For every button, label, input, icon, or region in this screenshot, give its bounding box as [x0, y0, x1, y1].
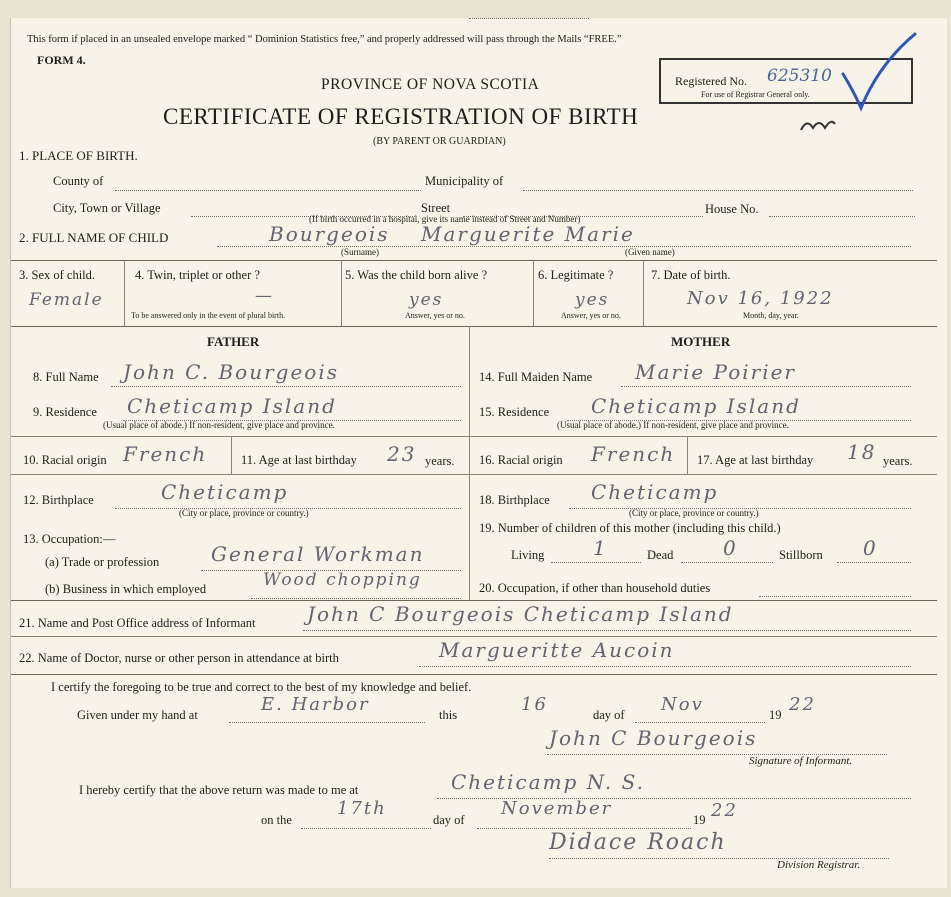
father-name-value: John C. Bourgeois	[123, 360, 340, 384]
surname-caption: (Surname)	[341, 247, 379, 257]
father-racial-divider	[231, 436, 232, 474]
given-day-line	[469, 18, 589, 19]
doctor-value: Margueritte Aucoin	[439, 638, 675, 662]
municipality-label: Municipality of	[425, 174, 504, 188]
father-racial-bottom-rule	[11, 474, 469, 475]
stillborn-label: Stillborn	[779, 548, 823, 562]
registered-number: 625310	[767, 66, 832, 86]
this-label: this	[439, 708, 458, 722]
mother-racial-bottom-rule	[469, 474, 937, 475]
father-residence-value: Cheticamp Island	[127, 394, 337, 418]
legitimate-note: Answer, yes or no.	[561, 311, 621, 320]
mail-notice: This form if placed in an unsealed envelope marked “ Dominion Statistics free,” and properly addressed will pass through the Mails “FREE.”	[27, 34, 622, 45]
informant-top-rule	[11, 600, 937, 601]
given-place-value: E. Harbor	[261, 694, 370, 715]
registered-label: Registered No.	[675, 74, 747, 88]
date-of-birth-label: 7. Date of birth.	[651, 268, 731, 282]
father-birthplace-note: (City or place, province or country.)	[179, 508, 309, 518]
division-registrar-caption: Division Registrar.	[777, 859, 861, 871]
mother-birthplace-value: Cheticamp	[591, 480, 719, 504]
alive-note: Answer, yes or no.	[405, 311, 465, 320]
given-place-line	[229, 722, 425, 723]
legitimate-label: 6. Legitimate ?	[538, 268, 614, 282]
father-racial-value: French	[123, 442, 208, 466]
certificate-sheet	[10, 18, 947, 888]
certificate-subtitle: (BY PARENT OR GUARDIAN)	[373, 136, 506, 147]
registrar-year-prefix: 19	[693, 813, 706, 827]
county-label: County of	[53, 174, 104, 188]
place-of-birth-label: 1. PLACE OF BIRTH.	[19, 148, 138, 163]
father-residence-note: (Usual place of abode.) If non-resident, give place and province.	[103, 420, 335, 430]
ink-scribble	[797, 114, 837, 138]
mother-name-value: Marie Poirier	[635, 360, 796, 384]
informant-signature-caption: Signature of Informant.	[749, 755, 853, 767]
province-heading: PROVINCE OF NOVA SCOTIA	[321, 76, 540, 93]
row3-bottom-rule	[11, 326, 937, 327]
alive-value: yes	[409, 290, 444, 310]
form-number: FORM 4.	[37, 53, 86, 67]
living-line	[551, 562, 641, 563]
mother-residence-note: (Usual place of abode.) If non-resident, give place and province.	[557, 420, 789, 430]
date-note: Month, day, year.	[743, 311, 799, 320]
living-value: 1	[593, 536, 608, 560]
trade-label: (a) Trade or profession	[45, 555, 160, 569]
row3-divider-4	[643, 260, 644, 326]
registrar-month-line	[477, 828, 691, 829]
mother-residence-value: Cheticamp Island	[591, 394, 801, 418]
child-name-label: 2. FULL NAME OF CHILD	[19, 230, 169, 245]
sex-label: 3. Sex of child.	[19, 268, 96, 282]
business-value: Wood chopping	[263, 570, 422, 590]
alive-label: 5. Was the child born alive ?	[345, 268, 488, 282]
registrar-certify-text: I hereby certify that the above return was made to me at	[79, 783, 359, 797]
mother-years-label: years.	[883, 454, 913, 468]
registrar-signature: Didace Roach	[549, 830, 727, 855]
given-year-value: 22	[789, 694, 816, 715]
business-label: (b) Business in which employed	[45, 582, 207, 596]
row3-divider-1	[124, 260, 125, 326]
registrar-day-of-label: day of	[433, 813, 465, 827]
father-name-line	[111, 386, 461, 387]
certify-text: I certify the foregoing to be true and correct to the best of my knowledge and belief.	[51, 680, 472, 694]
house-line	[769, 216, 915, 217]
given-day-of-label: day of	[593, 708, 625, 722]
informant-label: 21. Name and Post Office address of Informant	[19, 616, 256, 630]
children-count-label: 19. Number of children of this mother (including this child.)	[479, 521, 781, 535]
father-name-label: 8. Full Name	[33, 370, 99, 384]
house-number-label: House No.	[705, 202, 759, 216]
mother-name-label: 14. Full Maiden Name	[479, 370, 593, 384]
registrar-year-value: 22	[711, 800, 738, 821]
dead-value: 0	[723, 536, 738, 560]
father-age-label: 11. Age at last birthday	[241, 453, 357, 467]
mother-occupation-line	[759, 596, 911, 597]
row3-top-rule	[11, 260, 937, 261]
given-day-value: 16	[521, 694, 548, 715]
child-surname-value: Bourgeois	[269, 222, 390, 246]
stillborn-line	[837, 562, 911, 563]
father-age-value: 23	[387, 442, 417, 466]
row3-divider-3	[533, 260, 534, 326]
mother-racial-top-rule	[469, 436, 937, 437]
father-heading: FATHER	[207, 334, 260, 349]
on-the-label: on the	[261, 813, 292, 827]
occupation-label: 13. Occupation:—	[23, 532, 116, 546]
twin-value: —	[255, 286, 274, 306]
row3-divider-2	[341, 260, 342, 326]
mother-racial-value: French	[591, 442, 676, 466]
mother-heading: MOTHER	[671, 334, 731, 349]
father-mother-divider	[469, 326, 470, 600]
informant-signature: John C Bourgeois	[549, 726, 758, 750]
registered-note: For use of Registrar General only.	[701, 90, 810, 99]
sex-value: Female	[29, 290, 104, 310]
hospital-note: (If birth occurred in a hospital, give its name instead of Street and Number)	[309, 214, 581, 224]
informant-line	[303, 630, 911, 631]
municipality-line	[523, 190, 913, 191]
date-of-birth-value: Nov 16, 1922	[687, 288, 834, 309]
mother-residence-label: 15. Residence	[479, 405, 550, 419]
business-line	[251, 598, 461, 599]
father-racial-label: 10. Racial origin	[23, 453, 107, 467]
father-years-label: years.	[425, 454, 455, 468]
mother-birthplace-note: (City or place, province or country.)	[629, 508, 759, 518]
mother-birthplace-label: 18. Birthplace	[479, 493, 550, 507]
mother-racial-divider	[687, 436, 688, 474]
doctor-label: 22. Name of Doctor, nurse or other person in attendance at birth	[19, 651, 339, 665]
mother-age-value: 18	[847, 440, 877, 464]
city-label: City, Town or Village	[53, 201, 161, 215]
given-caption: (Given name)	[625, 247, 675, 257]
living-label: Living	[511, 548, 545, 562]
mother-age-label: 17. Age at last birthday	[697, 453, 814, 467]
doctor-bottom-rule	[11, 674, 937, 675]
father-racial-top-rule	[11, 436, 469, 437]
dead-line	[681, 562, 773, 563]
legitimate-value: yes	[575, 290, 610, 310]
twin-label: 4. Twin, triplet or other ?	[135, 268, 260, 282]
mother-racial-label: 16. Racial origin	[479, 453, 563, 467]
mother-name-line	[621, 386, 911, 387]
street-label: Street	[421, 201, 451, 215]
child-name-line	[217, 246, 911, 247]
given-month-value: Nov	[661, 694, 704, 715]
stillborn-value: 0	[863, 536, 878, 560]
registrar-place-value: Cheticamp N. S.	[451, 770, 645, 794]
informant-value: John C Bourgeois Cheticamp Island	[307, 602, 734, 626]
child-given-value: Marguerite Marie	[421, 222, 635, 246]
county-line	[115, 190, 421, 191]
registrar-day-value: 17th	[337, 798, 387, 819]
trade-value: General Workman	[211, 542, 425, 566]
dead-label: Dead	[647, 548, 674, 562]
given-under-hand-label: Given under my hand at	[77, 708, 198, 722]
mother-occupation-label: 20. Occupation, if other than household duties	[479, 581, 711, 595]
registrar-day-line	[301, 828, 431, 829]
given-year-prefix: 19	[769, 708, 782, 722]
doctor-line	[419, 666, 911, 667]
blue-check-mark	[831, 24, 921, 114]
father-residence-label: 9. Residence	[33, 405, 97, 419]
father-birthplace-value: Cheticamp	[161, 480, 289, 504]
informant-bottom-rule	[11, 636, 937, 637]
registrar-month-value: November	[501, 798, 613, 819]
given-month-line	[635, 722, 765, 723]
twin-note: To be answered only in the event of plural birth.	[131, 311, 286, 320]
certificate-title: CERTIFICATE OF REGISTRATION OF BIRTH	[163, 104, 639, 129]
father-birthplace-label: 12. Birthplace	[23, 493, 94, 507]
